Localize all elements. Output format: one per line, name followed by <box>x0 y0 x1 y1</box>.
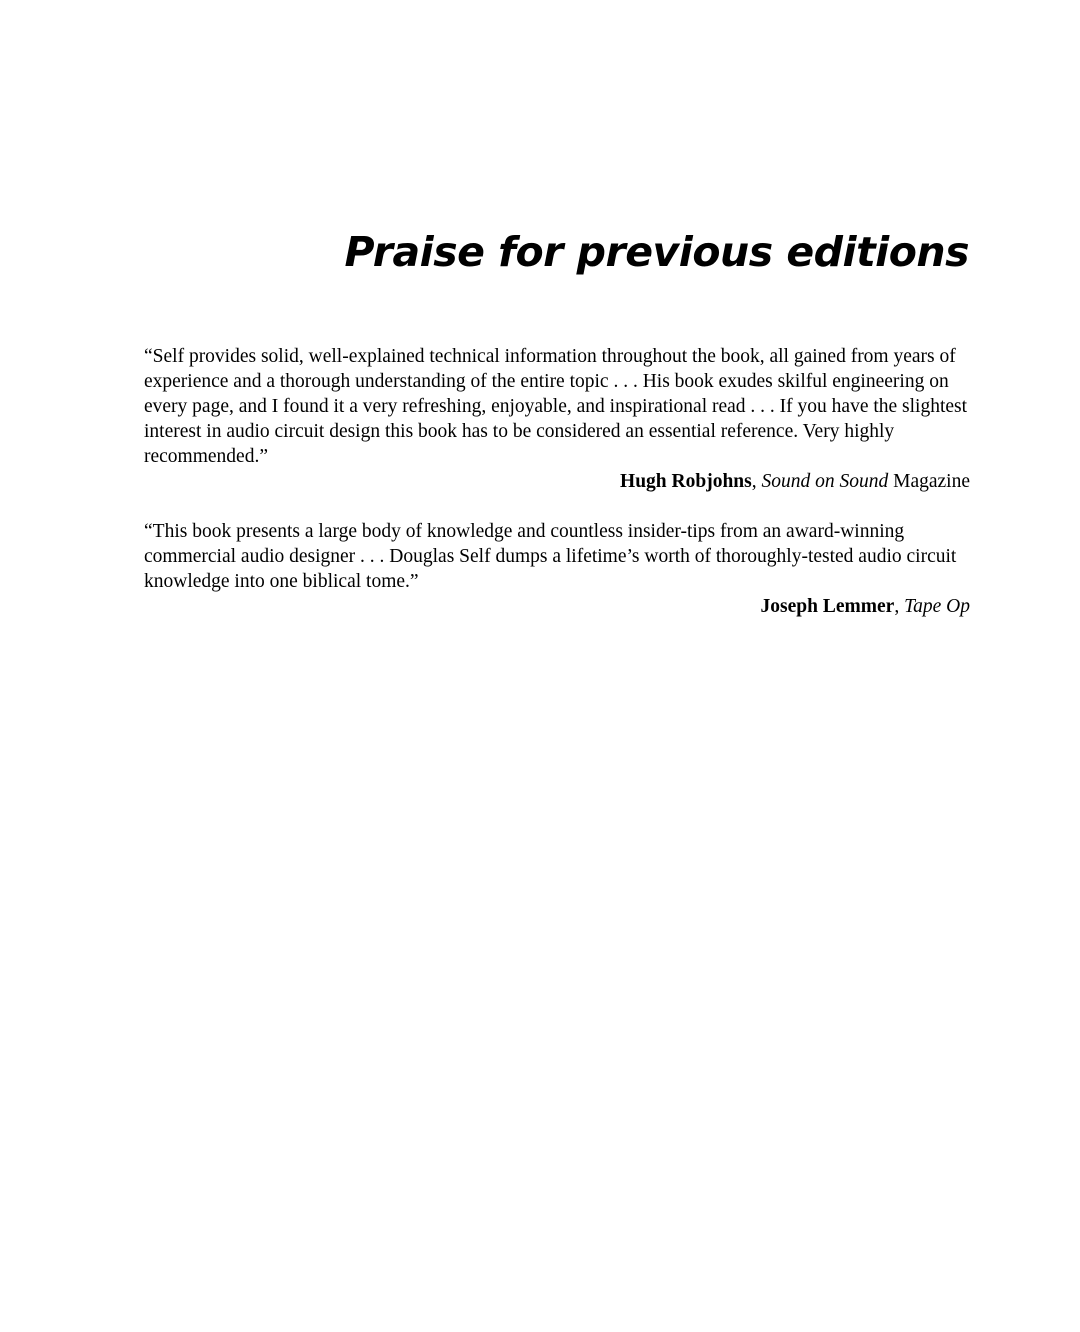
review-attribution <box>144 469 970 494</box>
publication-name: Sound on Sound <box>761 471 889 492</box>
review-block <box>144 519 970 619</box>
review-attribution <box>144 594 970 619</box>
publication-name: Tape Op <box>904 596 970 617</box>
review-block <box>144 344 970 494</box>
attribution-separator: , <box>894 596 905 617</box>
page-title: Praise for previous editions <box>344 228 969 276</box>
review-quote: “This book presents a large body of knowledge and countless insider-tips from an award-winning commercial audio designer . . . Douglas Self dumps a lifetime’s worth of thoroughly-tested audio circuit knowledge into one biblical tome.” <box>144 521 957 592</box>
review-quote: “Self provides solid, well-explained technical information throughout the book, all gained from years of experience and a thorough understanding of the entire topic . . . His book exudes skilful engineering on every page, and I found it a very refreshing, enjoyable, and inspirational read . . . If you have the slightest interest in audio circuit design this book has to be considered an essential reference. Very highly recommended.” <box>144 346 968 467</box>
attribution-separator: , <box>751 471 762 492</box>
reviewer-name: Joseph Lemmer <box>760 596 895 617</box>
publication-suffix: Magazine <box>888 471 970 492</box>
reviewer-name: Hugh Robjohns <box>620 471 752 492</box>
